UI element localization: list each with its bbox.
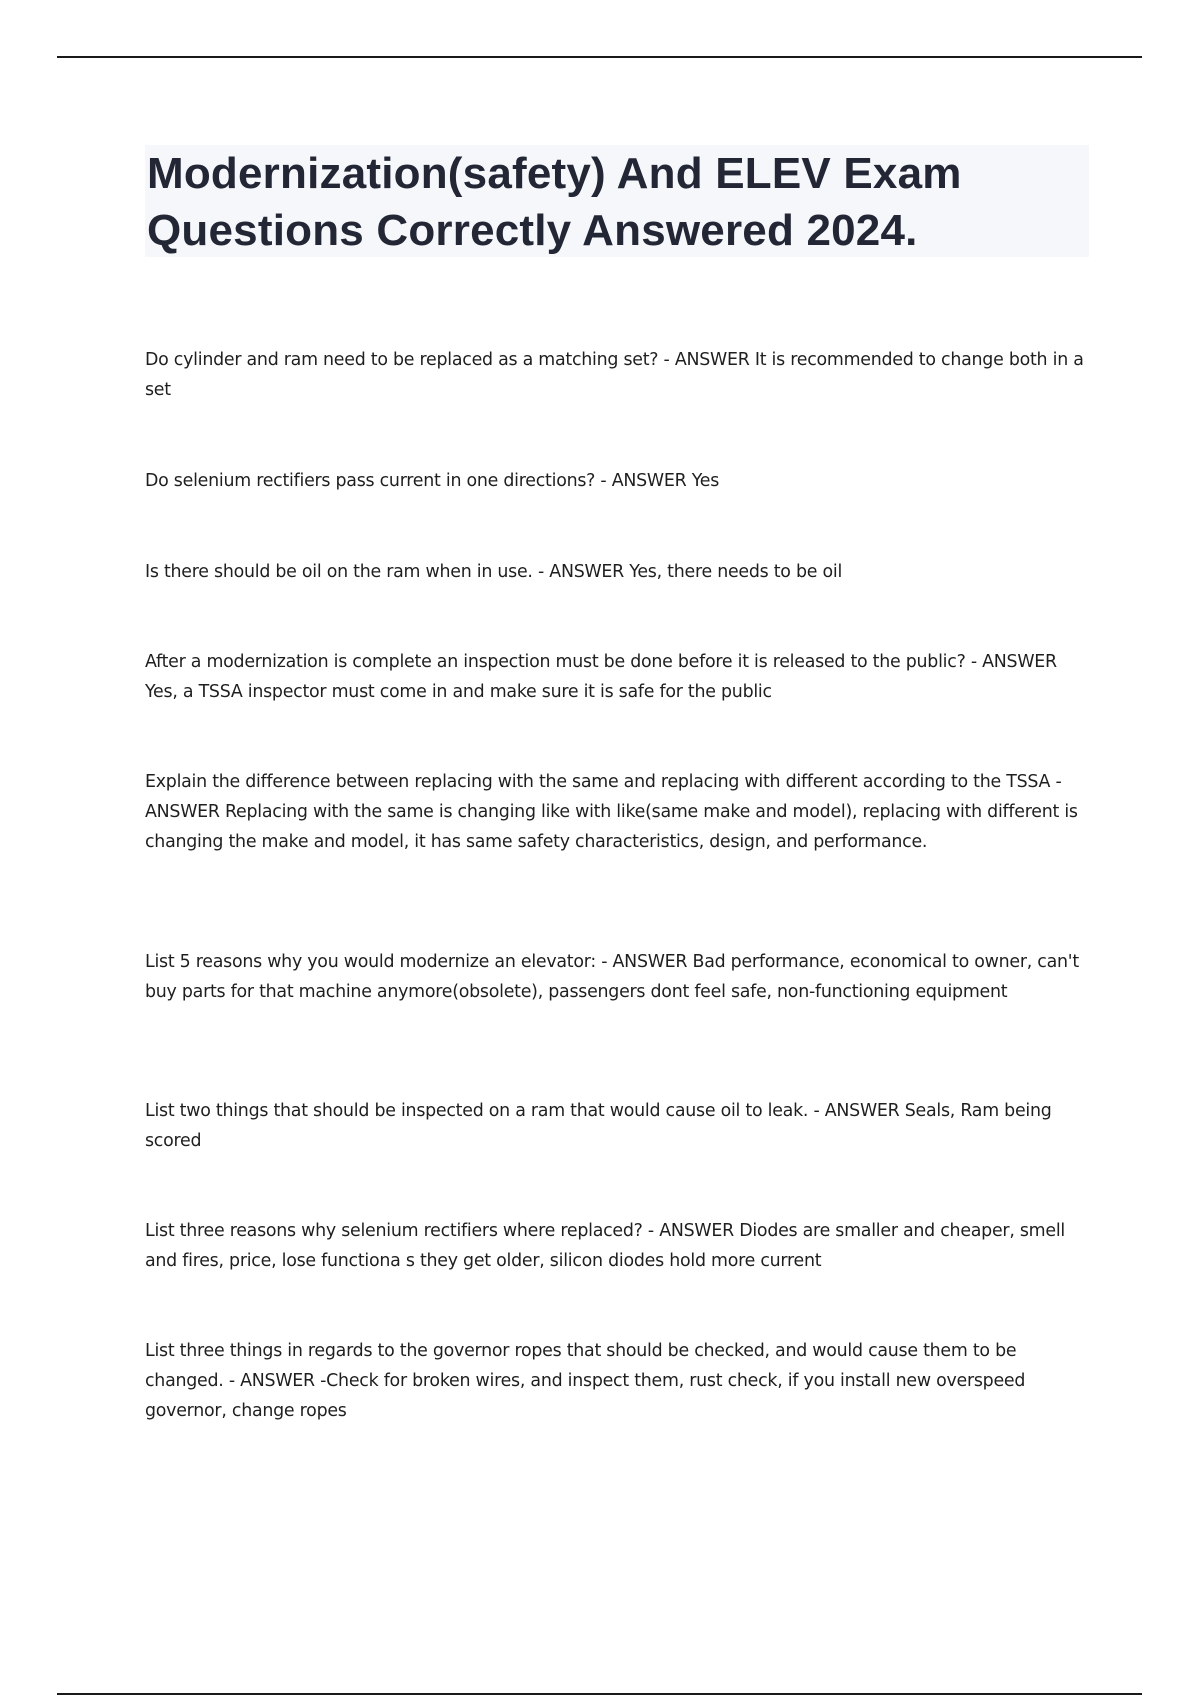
title-block <box>145 145 1089 257</box>
qa-item: Do cylinder and ram need to be replaced as a matching set? - ANSWER It is recommended to change both in a set <box>145 350 1084 400</box>
qa-item: Do selenium rectifiers pass current in one directions? - ANSWER Yes <box>145 471 720 491</box>
title-line-2: Questions Correctly Answered 2024. <box>147 206 918 255</box>
qa-item: List two things that should be inspected on a ram that would cause oil to leak. - ANSWER Seals, Ram being scored <box>145 1101 1052 1151</box>
top-divider <box>57 56 1142 58</box>
bottom-divider <box>57 1693 1142 1695</box>
document-title <box>147 145 1087 259</box>
title-line-1: Modernization(safety) And ELEV Exam <box>147 149 962 198</box>
qa-item: List 5 reasons why you would modernize an elevator: - ANSWER Bad performance, economical to owner, can't buy parts for that machine anymore(obsolete), passengers dont feel safe, non-functioning equipment <box>145 952 1079 1002</box>
qa-item: List three things in regards to the governor ropes that should be checked, and would cause them to be changed. - ANSWER -Check for broken wires, and inspect them, rust check, if you install new overspeed governor, change ropes <box>145 1341 1026 1421</box>
qa-item: List three reasons why selenium rectifiers where replaced? - ANSWER Diodes are smaller and cheaper, smell and fires, price, lose functiona s they get older, silicon diodes hold more current <box>145 1221 1065 1271</box>
qa-item: After a modernization is complete an inspection must be done before it is released to the public? - ANSWER Yes, a TSSA inspector must come in and make sure it is safe for the public <box>145 652 1057 702</box>
qa-item: Explain the difference between replacing with the same and replacing with different according to the TSSA - ANSWER Replacing with the same is changing like with like(same make and model), replacing with different is changing the make and model, it has same safety characteristics, design, and performance. <box>145 772 1078 852</box>
qa-item: Is there should be oil on the ram when in use. - ANSWER Yes, there needs to be oil <box>145 562 843 582</box>
